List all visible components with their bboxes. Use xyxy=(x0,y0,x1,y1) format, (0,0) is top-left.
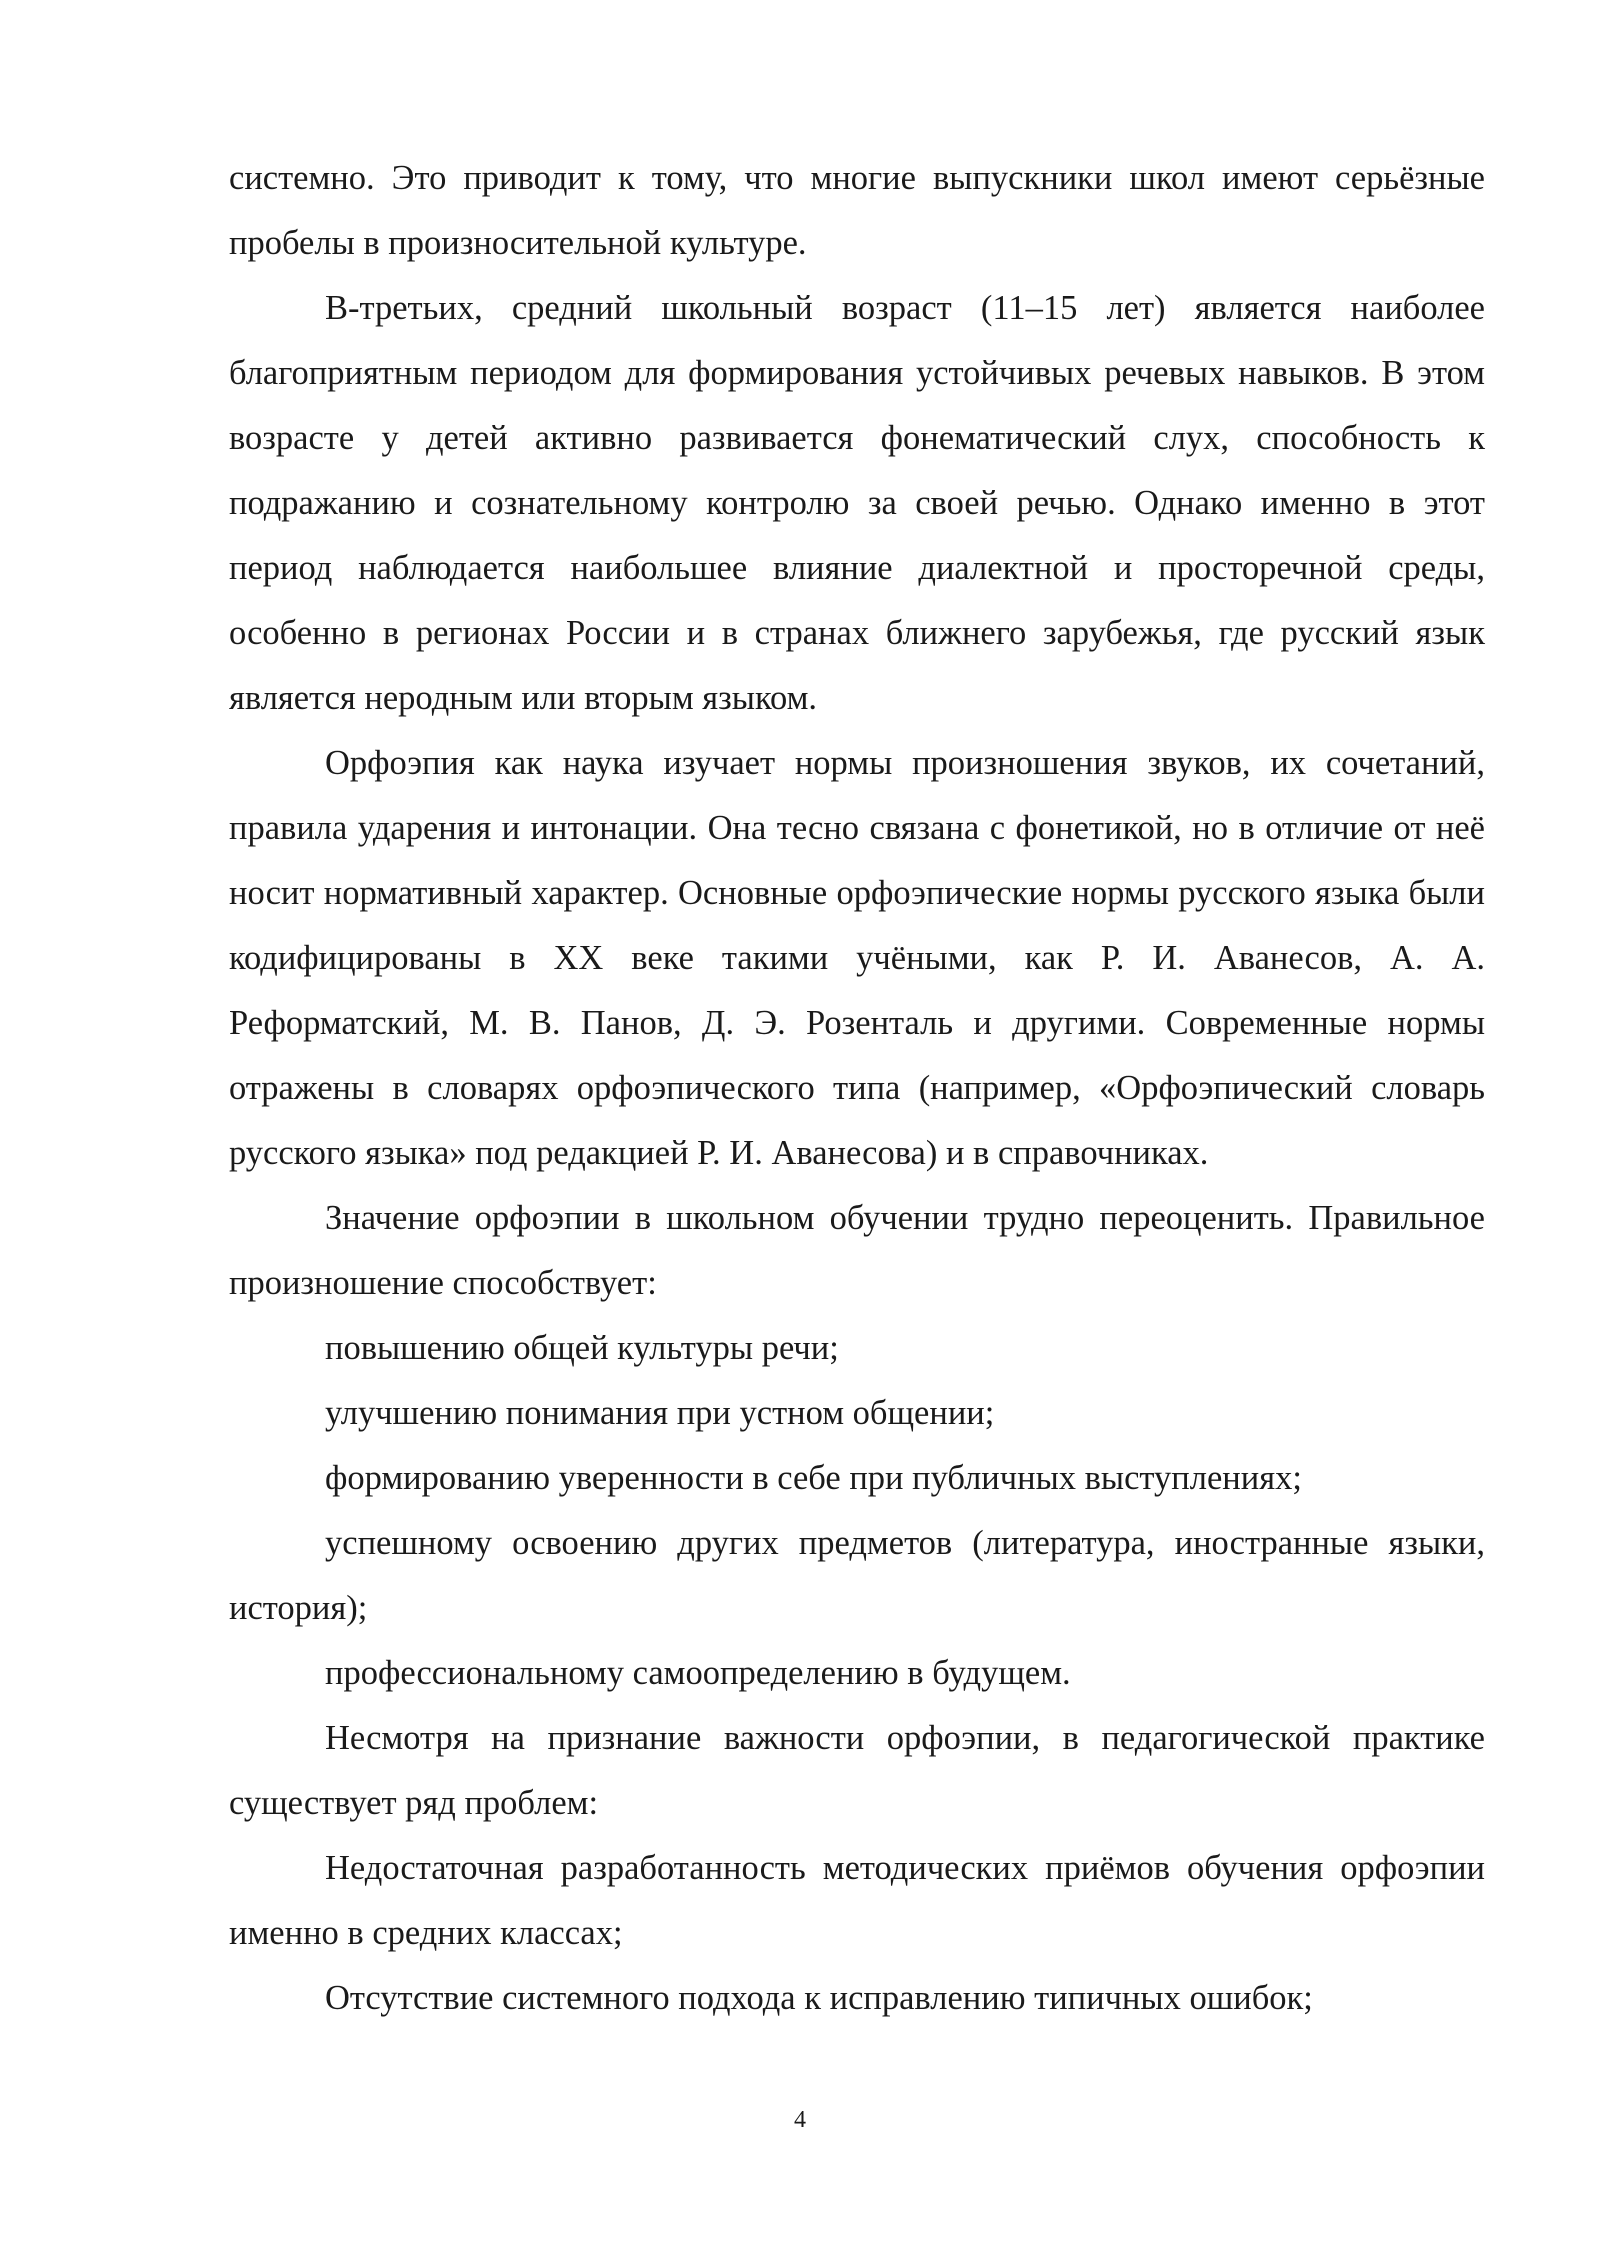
list-item: профессиональному самоопределению в будущем. xyxy=(325,1654,1071,1692)
list-item: формированию уверенности в себе при публичных выступлениях; xyxy=(325,1459,1302,1497)
list-item: успешному освоению других предметов (литература, иностранные языки, история); xyxy=(229,1524,1485,1627)
problems-list xyxy=(229,1836,1485,2031)
paragraph-orthoepy-definition: Орфоэпия как наука изучает нормы произношения звуков, их сочетаний, правила ударения и интонации. Она тесно связана с фонетикой, но в отличие от неё носит нормативный характер. Основные орфоэпические нормы русского языка были кодифицированы в XX веке такими учёными, как Р. И. Аванесов, А. А. Реформатский, М. В. Панов, Д. Э. Розенталь и другими. Современные нормы отражены в словарях орфоэпического типа (например, «Орфоэпический словарь русского языка» под редакцией Р. И. Аванесова) и в справочниках. xyxy=(229,744,1485,1172)
list-item: улучшению понимания при устном общении; xyxy=(325,1394,995,1432)
paragraph-continuation: системно. Это приводит к тому, что многие выпускники школ имеют серьёзные пробелы в произносительной культуре. xyxy=(229,159,1485,262)
paragraph-third-reason: В-третьих, средний школьный возраст (11–15 лет) является наиболее благоприятным периодом для формирования устойчивых речевых навыков. В этом возрасте у детей активно развивается фонематический слух, способность к подражанию и сознательному контролю за своей речью. Однако именно в этот период наблюдается наибольшее влияние диалектной и просторечной среды, особенно в регионах России и в странах ближнего зарубежья, где русский язык является неродным или вторым языком. xyxy=(229,289,1485,717)
list-item: повышению общей культуры речи; xyxy=(325,1329,839,1367)
list-item: Отсутствие системного подхода к исправлению типичных ошибок; xyxy=(325,1979,1313,2017)
paragraph-orthoepy-importance: Значение орфоэпии в школьном обучении трудно переоценить. Правильное произношение способствует: xyxy=(229,1199,1485,1302)
document-body xyxy=(229,146,1485,2031)
page-number: 4 xyxy=(794,2107,806,2133)
list-item: Недостаточная разработанность методических приёмов обучения орфоэпии именно в средних классах; xyxy=(229,1849,1485,1952)
paragraph-problems-intro: Несмотря на признание важности орфоэпии, в педагогической практике существует ряд проблем: xyxy=(229,1719,1485,1822)
benefits-list xyxy=(229,1316,1485,1706)
